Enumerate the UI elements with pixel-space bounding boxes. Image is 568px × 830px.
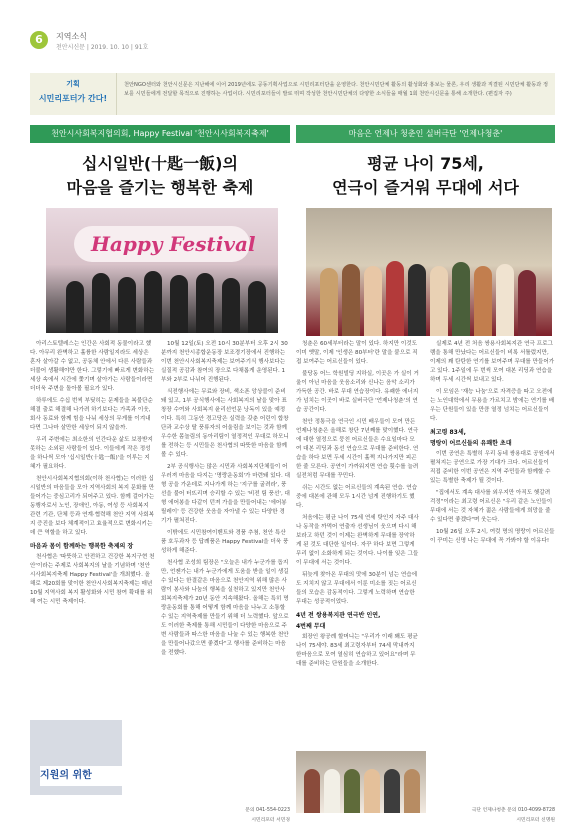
festival-photo <box>46 208 278 333</box>
paragraph: 식전행사에는 무료와 장비, 색소폰 앙상블이 준비돼 있고, 1부 공식행사에는 사회복지의 날을 맞아 표창장 수여와 사회복지 윤리선언문 낭독이 있을 예정이다. 특히 그동안 경고당은 실력을 갖춘 어린이 합창단과 교수상 탈 풍류자의 어울림을 보이는 것과 함께 우수한 몸놀림의 동아리팀이 열정적인 무대로 하모니를 전하는 등 시민들은 천사협의 따뜻한 마음을 함께 볼 수 있다. <box>161 389 289 458</box>
paragraph: 천사협은 '따뜻하고 안전하고 건강한 복지구현 천안'이라는 주제로 사회복지의 날을 기념하며 '천안시사회복지축제 Happy Festival'을 개최했다. 올해로 제20회를 맞이한 천안시사회복지축제는 매년 10월 지역사회 복지 활성화와 시민 참여 확대를 위해 여는 시민 축제이다. <box>30 554 155 605</box>
paragraph: 천안 정통극을 연극인 시민 배우들이 모여 만든 언제나청춘은 올해로 창단 7년째를 맞이했다. 연극에 대한 열정으로 뭉친 어르신들은 수요일마다 모여 대본 리딩과 동선 연습으로 무대를 준비한다. 연습을 하다 보면 두세 시간이 훌쩍 지나가지만 피곤한 줄 모른다. 공연이 가까워지면 연습 횟수를 늘려 실전처럼 무대를 꾸민다. <box>296 419 419 479</box>
right-article-band: 마음은 언제나 청춘인 실버극단 '언제나청춘' <box>296 125 555 143</box>
paragraph: 처음에는 평균 나이 75세 연세 탓인지 자주 대사나 동작을 까먹어 연출자 선생님이 웃으며 다시 해보라고 하던 것이 이제는 완벽하게 무대를 장악하게 된 것도 대단한 일이다. 자꾸 하다 보면 그렇게 무리 없이 소화하게 되는 것이다. 나이를 잊은 그들이 무대에 서는 것이다. <box>296 515 419 566</box>
paragraph: 아리스토텔레스는 인간은 사회적 동물이라고 했다. 아무리 완벽하고 훌륭한 사람일지라도 세상은 혼자 살아갈 수 없고, 공동체 안에서 다른 사람들과 더불어 생활해야만 한다. 그렇기에 빠르게 변화하는 세상 속에서 시간에 쫓기며 살아가는 사람들이라면 더더욱 주변을 돌아볼 필요가 있다. <box>30 341 155 392</box>
festival-logo: Happy Festival <box>91 232 256 256</box>
paragraph: 회장인 왕공례 할머니는 "우리가 이래 봬도 평균나이 75세야. 83세 최고령자부터 74세 막내까지 한마음으로 모여 열심히 연습하고 있어요"라며 무대를 준비하는 단원들을 소개한다. <box>296 634 418 667</box>
intro-text: 천안NGO센터와 천안시신문은 지난해에 이어 2019년에도 공동기획사업으로 시민리포터단을 운영한다. 천안시민단체 활동의 활성화와 홍보는 물론, 우리 생활과 직결된 시민단체 활동과 정보를 시민들에게 전달할 목적으로 진행하는 사업이다. 시민리포터들이 발로 뛰며 작성한 천안시민단체의 다양한 소식들을 매월 1회 천안시신문을 통해 소개한다. (편집자 주) <box>124 82 548 97</box>
left-article-col2 <box>161 340 290 661</box>
seniors-photo <box>296 751 426 813</box>
paragraph: 청춘은 60세부터라는 말이 있다. 하지만 이것도 이미 옛말, 이제 '인생은 80부터'란 말을 붙으로 직접 보여주는 어르신들이 있다. <box>296 341 418 365</box>
paragraph: 2부 공식행사는 많은 시민과 사회복지단체들이 어우러져 마음을 다지는 '명랑운동회'가 마련돼 있다. 대형 공을 가운데로 지나가게 하는 '지구를 굴려라', 풍선을 불어 터뜨리며 승리할 수 있는 '비전 팀 풍선', 대형 에어봉을 다같이 던져 가을을 만들어내는 '에어봉 릴레이' 등 건강한 웃음을 자아낼 수 있는 다양한 경기가 펼쳐진다. <box>161 464 290 524</box>
intro-tag-label: 시민리포터가 간다! <box>38 94 108 103</box>
theater-group-photo <box>306 208 552 336</box>
paragraph: 쉬는 시간도 없는 어르신들의 계속된 연습. 연습 중에 대본에 관해 모두 1시간 넘게 진행하기도 했다. <box>296 485 418 509</box>
section-name: 지역소식 <box>56 32 87 41</box>
paragraph: "집에서도 계속 대사를 외우지만 아직도 헷갈려 걱정"이라는 최고령 어르신은 "우리 같은 노인들이 무대에 서는 것 자체가 젊은 사람들에게 희망을 줄 수 있다면 좋겠다"며 웃는다. <box>430 490 553 523</box>
paragraph: 10월 12일(토) 오전 10시 30분부터 오후 2시 30분까지 천안시종합운동장 보조경기장에서 진행하는 이번 천안시사회복지축제는 보여주기식 행사보다는 실질적 공감과 참여의 장으로 다채롭게 운영된다. 1부와 2부로 나뉘어 진행된다. <box>161 341 288 383</box>
subheading: 4번째 무대 <box>296 623 326 630</box>
paragraph: 10월 26일 오후 2시, 여럿 명의 명랑이 어르신들이 꾸미는 신명 나는 무대에 꼭 가봐야 할 이유다! <box>430 529 555 544</box>
page-number: 6 <box>30 31 48 49</box>
subheading: 4년 전 쌍용복지관 연극반 인연, <box>296 612 381 619</box>
paragraph: 천안시사회복지협의회(이하 천사협)는 이러한 십시일반의 마음들을 모아 지역사회의 복지 문화를 만들어가는 중심고리가 되어주고 있다. 함께 걸어가는 동행자로서 노인, 장애인, 아동, 여성 등 사회복지 관련 기관, 단체 등과 연계·협력해 천안 지역 사회복지 증진을 보다 체계적이고 효율적으로 변화시키는 데 큰 역할을 하고 있다. <box>30 476 155 536</box>
left-article-title <box>30 152 290 200</box>
paragraph: 천사협 조성희 팀장은 "오늘은 내가 누군가를 돕지만, 언젠가는 내가 누군가에게 도움을 받을 일이 생길 수 있다는 한결같은 마음으로 천안지역 위해 많은 사람이 봉사와 나눔의 행복을 실천하고 있지만 천안사회복지축제가 20년 동안 지속해왔다. 올해는 특히 명랑운동회를 통해 어떻게 함께 마음을 나누고 소통할 수 있는 지역축제를 만들기 위해 더 노력했다. 앞으로도 이러한 축제를 통해 시민들이 다양한 마음으로 주변 사람들과 따스한 마음을 나눌 수 있는 행복한 천안을 만들어나갔으면 좋겠다"고 행사를 준비하는 마음을 전했다. <box>161 560 289 656</box>
right-title-line: 평균 나이 75세, <box>367 154 484 173</box>
page-header <box>0 0 568 62</box>
issue-info: 천안시신문 | 2019. 10. 10 | 91호 <box>56 44 149 51</box>
paragraph: 하루에도 수십 번씩 부딪히는 문제들을 복불단순해결 출로 해결해 나가려 하기보다는 가족과 이웃, 회사 동료와 함께 힘을 나눠 세상의 무게를 이겨내다면 그나마 살만한 세상이 되지 않을까. <box>30 398 153 431</box>
left-title-line: 십시일반(十匙一飯)의 <box>82 154 238 173</box>
left-title-line: 마음을 즐기는 행복한 축제 <box>66 178 254 197</box>
subheading: 최고령 83세, <box>430 429 466 436</box>
right-article-col1 <box>296 340 420 672</box>
sign-photo <box>30 720 122 795</box>
paragraph: 이 모임은 '재능 나눔'으로 자격증을 따고 오전에는 노인대학에서 무용을 가르치고 밤에는 연기를 배우는 단원들이 있을 만큼 열정 넘치는 어르신들이다. <box>430 389 555 422</box>
left-article-band: 천안시사회복지협의회, Happy Festival '천안시사회복지축제' <box>30 125 290 143</box>
intro-kicker: 기획 <box>66 80 80 88</box>
paragraph: 실제로 4년 전 처음 쌍용사회복지관 연극 프로그램을 통해 만났다는 어르신들이 비록 서툴렀지만, 이제의 꽤 탄탄한 연기를 보여주며 무대를 만들어가고 있다. 1주일에 두 번씩 모여 대본 리딩과 연습을 하며 두세 시간씩 보내고 있다. <box>430 341 555 383</box>
subheading: 명랑이 어르신들의 유쾌한 초대 <box>430 440 512 447</box>
intro-tag <box>30 73 117 115</box>
left-byline: 시민리포터 서민경 <box>251 818 290 823</box>
right-byline: 시민리포터 신명원 <box>516 818 555 823</box>
subheading: 마음과 몸이 함께하는 행복한 축제의 장 <box>30 543 134 550</box>
intro-box <box>30 73 555 115</box>
paragraph: 불당동 어느 학원빌딩 지하실, 이곳은 가 실이 거울이 아닌 마음을 웃음소리와 신나는 음악 소리가 가득한 공간. 바로 무대 연습장이다. 유쾌한 에너지가 넘치는 이곳이 바로 실버극단 '언제나청춘'의 연습 공간이다. <box>296 371 419 413</box>
paragraph: 뒤늦게 찾아온 무대의 맛에 30분이 넘는 연습에도 지치지 않고 무대에서 이룬 미소를 짓는 어르신들의 모습은 감동적이다. 그렇게 노력하며 연습한 무대는 성공적이었다. <box>296 572 418 605</box>
right-title-line: 연극이 즐거워 무대에 서다 <box>332 178 519 197</box>
paragraph: 이밖에도 시민참여이벤트와 경품 추첨, 천안 특산품 호두과자 등 답례품은 Happy Festival을 더욱 풍성하게 해준다. <box>161 530 289 554</box>
left-contact: 문의 041-554-0223 <box>245 808 290 813</box>
paragraph: 우리 주변에는 최소한의 인간다운 삶도 보장받지 못하는 소외된 사람들이 있다. 이들에게 작은 정성을 하나씩 모아 '십시일반(十匙一飯)'을 이루는 지혜가 필요하다. <box>30 437 153 470</box>
sign-text: 지원의 위한 <box>40 766 122 786</box>
right-article-title <box>296 152 555 200</box>
right-contact: 극단 언제나청춘 문의 010-4099-8728 <box>471 808 555 813</box>
right-article-col2 <box>430 340 555 549</box>
left-article-col1 <box>30 340 155 610</box>
paragraph: 이번 공연은 특별히 우리 동네 쌍용대로 공원에서 펼쳐지는 공연으로 가장 기대가 크다. 어르신들이 직접 준비한 이번 공연은 지역 주민들과 함께할 수 있는 특별한 축제가 될 것이다. <box>430 451 555 484</box>
